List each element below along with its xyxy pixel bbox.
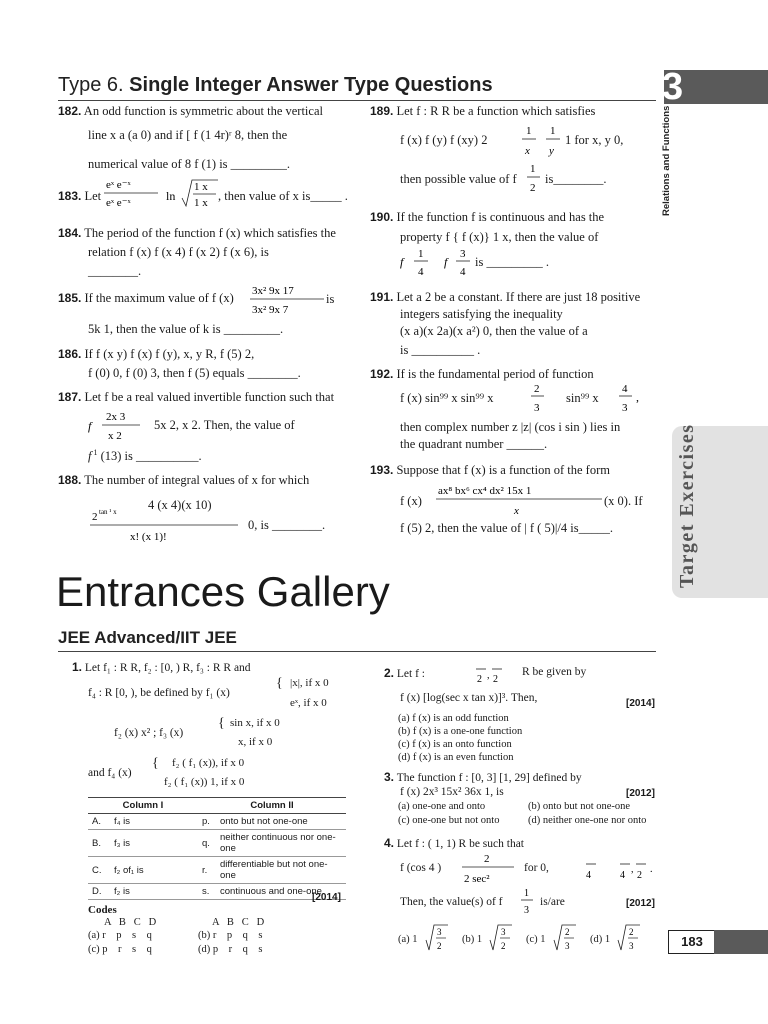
gallery-q1-code-a: (a) r p s q (88, 930, 152, 941)
gallery-q1-piece3b: f₂ ( f₁ (x)) 1, if x 0 (164, 776, 245, 788)
question-192-line2b: sin⁹⁹ x (566, 391, 599, 405)
svg-text:1: 1 (550, 125, 556, 137)
question-193-fraction (434, 482, 606, 518)
question-193-line2b: (x 0). If (604, 494, 643, 508)
gallery-q1-piece2a: sin x, if x 0 (230, 717, 280, 729)
question-187: 187. Let f be a real valued invertible function such that (58, 390, 335, 404)
question-190-line2: property f { f (x)} 1 x, then the value of (400, 230, 599, 244)
svg-text:1: 1 (530, 163, 536, 175)
gallery-q4-opt-b-root (488, 922, 516, 956)
gallery-q1-code-d: (d) p r q s (198, 944, 263, 955)
gallery-q1-code-c: (c) p r s q (88, 944, 152, 955)
svg-text:2x 3: 2x 3 (106, 411, 126, 423)
svg-text:,: , (631, 864, 634, 875)
svg-text:3: 3 (565, 941, 570, 951)
question-185-fraction (248, 280, 328, 318)
gallery-q2-interval (468, 656, 508, 692)
svg-text:3x² 9x 7: 3x² 9x 7 (252, 304, 289, 316)
gallery-q3-opt-c: (c) one-one but not onto (398, 815, 500, 826)
svg-text:3: 3 (534, 402, 540, 414)
gallery-q4-opt-a-root (424, 922, 452, 956)
question-192: 192. If is the fundamental period of function (370, 367, 594, 381)
gallery-q3: 3. The function f : [0, 3] [1, 29] defined by (384, 770, 582, 784)
question-189-half (526, 160, 542, 198)
chapter-side-label: Relations and Functions (661, 105, 672, 216)
svg-text:1 x: 1 x (194, 197, 208, 209)
gallery-q1-codes-label: Codes (88, 904, 117, 916)
gallery-q1-piece3a: f₂ ( f₁ (x)), if x 0 (172, 757, 245, 769)
table-header-col2: Column II (198, 798, 346, 814)
svg-text:x: x (514, 505, 519, 517)
svg-text:f: f (88, 419, 92, 433)
svg-text:1: 1 (524, 888, 529, 899)
svg-text:1 x: 1 x (194, 181, 208, 193)
gallery-q1-piece1b: eˣ, if x 0 (290, 697, 327, 709)
question-185-line2: 5k 1, then the value of k is _________. (88, 322, 284, 336)
svg-text:2: 2 (92, 511, 98, 523)
svg-text:3: 3 (524, 905, 529, 916)
svg-text:3x² 9x 17: 3x² 9x 17 (252, 285, 294, 297)
gallery-q4-line2b: for 0, (524, 862, 549, 874)
svg-text:eˣ e⁻ˣ: eˣ e⁻ˣ (106, 197, 131, 209)
svg-text:3: 3 (501, 927, 506, 937)
svg-text:2 sec²: 2 sec² (464, 873, 490, 885)
question-188: 188. The number of integral values of x for which (58, 473, 310, 487)
gallery-q4-line3: Then, the value(s) of f (400, 896, 503, 908)
heading-rule (58, 100, 656, 101)
chapter-number: 3 (662, 66, 684, 108)
gallery-q4-fraction (460, 850, 518, 886)
gallery-q2-opt-c: (c) f (x) is an onto function (398, 739, 512, 750)
gallery-q4-line2a: f (cos 4 ) (400, 862, 442, 874)
gallery-q3-line2: f (x) 2x³ 15x² 36x 1, is (400, 786, 504, 798)
table-row: D. f₂ is s. continuous and one-one (88, 884, 346, 900)
svg-text:2: 2 (629, 927, 634, 937)
gallery-q1-code-b: (b) r p q s (198, 930, 263, 941)
gallery-q4-third (520, 886, 536, 918)
table-row: A. f₄ is p. onto but not one-one (88, 814, 346, 830)
gallery-q1-brace1: { (276, 676, 283, 691)
gallery-q1-f2f3: f₂ (x) x² ; f₃ (x) (114, 727, 184, 739)
svg-text:3: 3 (460, 248, 466, 260)
svg-text:2: 2 (637, 870, 642, 881)
page-number-bar (714, 930, 768, 954)
question-192-line2: f (x) sin⁹⁹ x sin⁹⁹ x (400, 391, 494, 405)
gallery-q2-line2: f (x) [log(sec x tan x)]³. Then, (400, 692, 538, 704)
svg-text:4: 4 (622, 383, 628, 395)
svg-text:2: 2 (484, 853, 490, 865)
question-188-tail: 0, is ________. (248, 518, 326, 532)
svg-text:3: 3 (622, 402, 628, 414)
page-number: 183 (668, 930, 716, 954)
question-182-line3: numerical value of 8 f (1) is _________. (88, 157, 291, 171)
svg-text:eˣ e⁻ˣ: eˣ e⁻ˣ (106, 179, 131, 191)
gallery-q4-line3b: is/are (540, 896, 565, 908)
question-191: 191. Let a 2 be a constant. If there are just 18 positive (370, 290, 641, 304)
gallery-q3-opt-d: (d) neither one-one nor onto (528, 815, 647, 826)
gallery-q1: 1. Let f₁ : R R, f₂ : [0, ) R, f₃ : R R and (72, 660, 251, 674)
svg-text:2: 2 (501, 941, 506, 951)
gallery-q1-codes-header-2: A B C D (212, 917, 265, 928)
table-row: B. f₃ is q. neither continuous nor one-one (88, 830, 346, 857)
svg-text:ln: ln (166, 189, 176, 203)
question-189-line2b: 1 for x, y 0, (565, 133, 624, 147)
svg-text:4: 4 (460, 266, 466, 278)
svg-text:f: f (444, 255, 448, 269)
svg-text:2: 2 (493, 674, 498, 685)
gallery-q1-brace3: { (152, 756, 159, 771)
svg-text:2: 2 (530, 182, 536, 194)
gallery-q1-piece2b: x, if x 0 (238, 736, 273, 748)
svg-text:3: 3 (437, 927, 442, 937)
gallery-title: Entrances Gallery (56, 568, 390, 615)
question-187-line2: 5x 2, x 2. Then, the value of (154, 418, 295, 432)
section-type-title: Single Integer Answer Type Questions (129, 74, 493, 96)
table-row: C. f₂ of₁ is r. differentiable but not one-one (88, 857, 346, 884)
gallery-q4: 4. Let f : ( 1, 1) R be such that (384, 836, 524, 850)
target-exercises-label: Target Exercises (676, 423, 698, 588)
svg-text:2: 2 (565, 927, 570, 937)
svg-text:4: 4 (620, 870, 625, 881)
gallery-q1-table (88, 797, 346, 900)
svg-text:,: , (487, 670, 490, 681)
question-182: 182. An odd function is symmetric about the vertical (58, 104, 323, 118)
gallery-q2-line1b: R be given by (522, 666, 587, 678)
gallery-q1-line2: f₄ : R [0, ), be defined by f₁ (x) (88, 687, 230, 699)
gallery-rule (58, 651, 656, 652)
gallery-q4-opt-c: (c) 1 (526, 934, 546, 945)
question-185-is: is (326, 292, 335, 306)
question-192-frac1 (530, 381, 546, 417)
question-184: 184. The period of the function f (x) which satisfies the (58, 226, 336, 240)
gallery-q2-year: [2014] (626, 698, 655, 709)
svg-text:x! (x 1)!: x! (x 1)! (130, 531, 167, 542)
gallery-q1-year: [2014] (312, 892, 341, 903)
question-184-line3: ________. (88, 264, 142, 278)
gallery-q1-piece1a: |x|, if x 0 (290, 677, 329, 689)
svg-text:tan ¹ x: tan ¹ x (99, 508, 117, 516)
table-header-col1: Column I (88, 798, 198, 814)
gallery-q4-opt-a: (a) 1 (398, 934, 418, 945)
gallery-q4-intervals (584, 854, 664, 884)
gallery-subtitle: JEE Advanced/IIT JEE (58, 628, 237, 647)
gallery-q4-opt-d-root (616, 922, 644, 956)
svg-text:y: y (549, 145, 554, 157)
gallery-q3-year: [2012] (626, 788, 655, 799)
gallery-q1-codes-header-1: A B C D (104, 917, 157, 928)
section-type-label: Type 6. (58, 74, 124, 96)
gallery-q4-opt-d: (d) 1 (590, 934, 611, 945)
svg-text:3: 3 (629, 941, 634, 951)
svg-text:2: 2 (437, 941, 442, 951)
question-193: 193. Suppose that f (x) is a function of the form (370, 463, 610, 477)
svg-text:1: 1 (526, 125, 532, 137)
question-193-line2: f (x) (400, 494, 422, 508)
question-189-tail: is________. (545, 172, 607, 186)
svg-text:2: 2 (477, 674, 482, 685)
gallery-q3-opt-b: (b) onto but not one-one (528, 801, 631, 812)
question-190: 190. If the function f is continuous and has the (370, 210, 605, 224)
gallery-q4-year: [2012] (626, 898, 655, 909)
svg-text:4: 4 (418, 266, 424, 278)
question-187-line3: f $^1$ (13) is __________. (88, 448, 202, 464)
question-185: 185. If the maximum value of f (x) (58, 291, 234, 305)
question-183-tail: , then value of x is_____ . (218, 189, 348, 203)
question-191-line4: is __________ . (400, 343, 481, 357)
question-193-line3: f (5) 2, then the value of | f ( 5)|/4 is_____. (400, 521, 613, 535)
question-192-line3: then complex number z |z| (cos i sin ) lies in (400, 420, 621, 434)
gallery-q1-brace2: { (218, 716, 225, 731)
gallery-q2-opt-b: (b) f (x) is a one-one function (398, 726, 523, 737)
gallery-q2: 2. Let f : (384, 666, 425, 680)
gallery-q2-opt-a: (a) f (x) is an odd function (398, 713, 509, 724)
question-187-formula (88, 408, 148, 444)
question-186-line2: f (0) 0, f (0) 3, then f (5) equals ________. (88, 366, 301, 380)
question-183: 183. Let (58, 189, 102, 203)
svg-text:,: , (636, 390, 639, 404)
svg-text:f: f (400, 255, 404, 269)
question-189: 189. Let f : R R be a function which satisfies (370, 104, 596, 118)
question-192-line4: the quadrant number ______. (400, 437, 548, 451)
gallery-q4-opt-c-root (552, 922, 580, 956)
svg-text:2: 2 (534, 383, 540, 395)
question-192-frac2 (618, 381, 648, 417)
section-heading (58, 74, 493, 97)
gallery-q2-opt-d: (d) f (x) is an even function (398, 752, 514, 763)
svg-text:4: 4 (586, 870, 591, 881)
question-184-line2: relation f (x) f (x 4) f (x 2) f (x 6), is (88, 245, 269, 259)
svg-text:.: . (650, 864, 653, 875)
question-189-line3: then possible value of f (400, 172, 517, 186)
question-191-line2: integers satisfying the inequality (400, 307, 563, 321)
question-189-line2: f (x) f (y) f (xy) 2 (400, 133, 488, 147)
gallery-q1-f4: and f₄ (x) (88, 767, 132, 779)
svg-text:x: x (525, 145, 530, 157)
question-188-numerator: 4 (x 4)(x 10) (148, 498, 212, 512)
question-182-line2: line x a (a 0) and if [ f (1 4r)ʳ 8, then the (88, 128, 288, 142)
svg-text:ax⁸ bx⁶ cx⁴ dx² 15: ax⁸ bx⁶ cx⁴ dx² 15x 1 (438, 485, 532, 497)
svg-text:1: 1 (418, 248, 424, 260)
svg-text:x 2: x 2 (108, 430, 122, 442)
gallery-q4-opt-b: (b) 1 (462, 934, 483, 945)
question-190-tail: is _________ . (475, 255, 549, 269)
question-189-fractions (520, 122, 570, 160)
question-191-line3: (x a)(x 2a)(x a²) 0, then the value of a (400, 324, 588, 338)
question-186: 186. If f (x y) f (x) f (y), x, y R, f (5) 2, (58, 347, 255, 361)
gallery-q3-opt-a: (a) one-one and onto (398, 801, 486, 812)
